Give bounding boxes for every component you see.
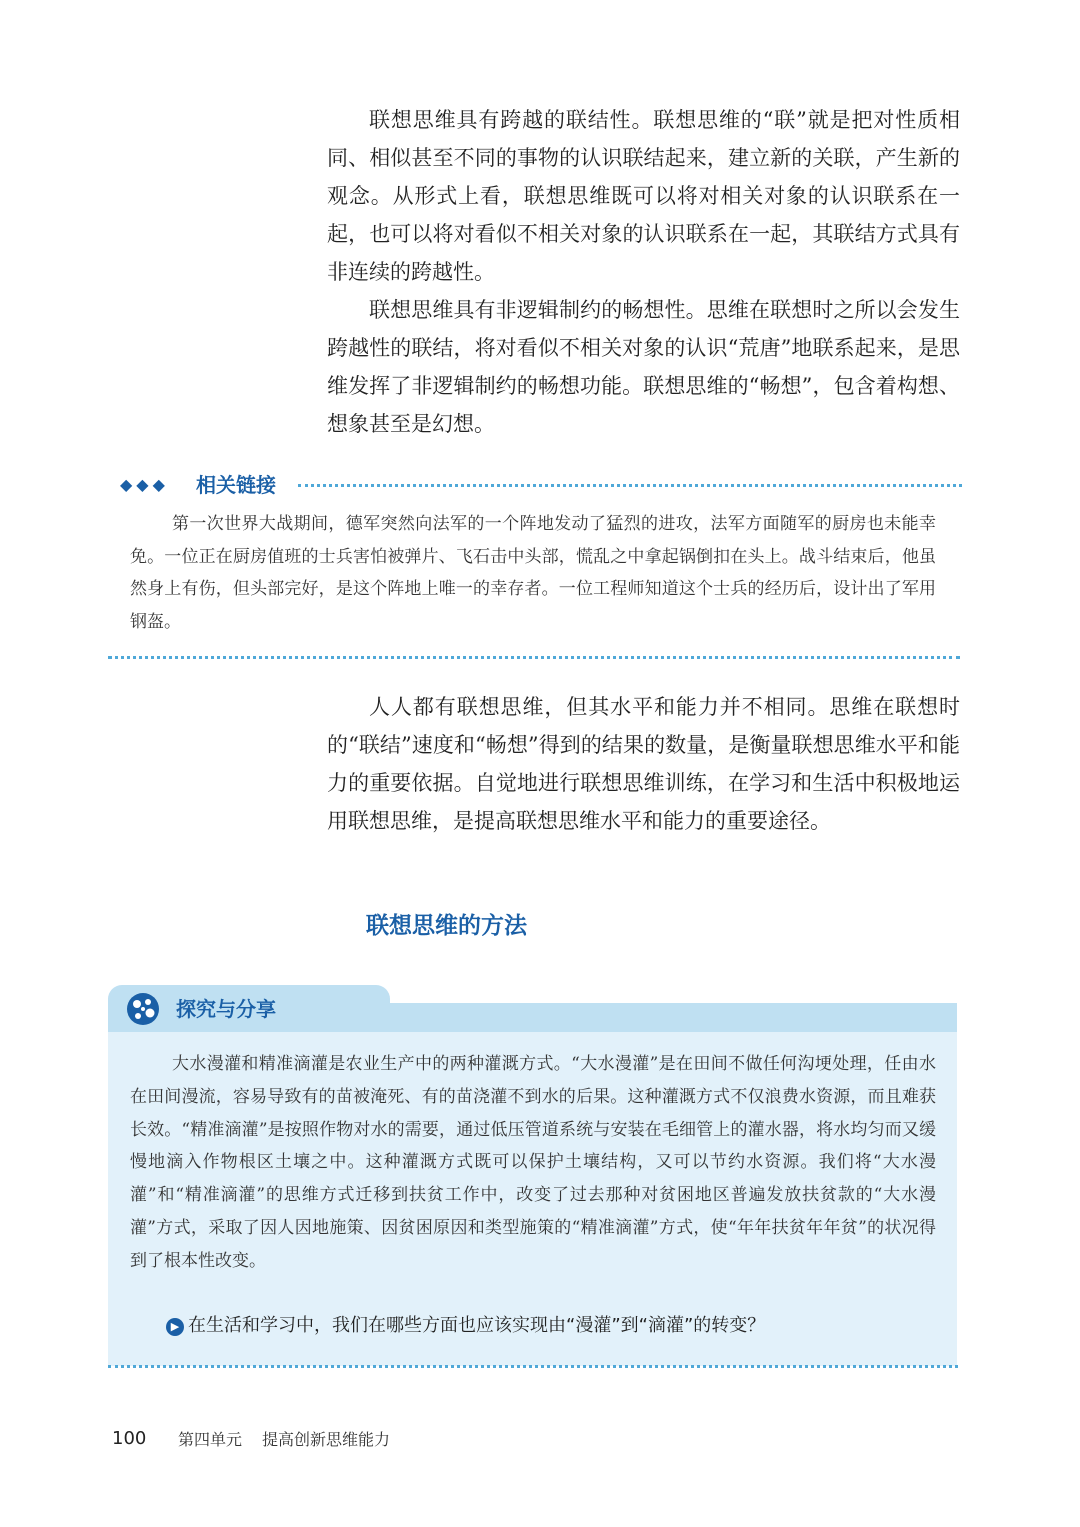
paragraph-associative-ability: 人人都有联想思维，但其水平和能力并不相同。思维在联想时的“联结”速度和“畅想”得到的结果的数量，是衡量联想思维水平和能力的重要依据。自觉地进行联想思维训练，在学习和生活中积极地运用联想思维，是提高联想思维水平和能力的重要途径。 xyxy=(327,695,960,833)
explore-icon xyxy=(125,991,161,1027)
page-number: 100 xyxy=(112,1428,147,1449)
explore-body: 大水漫灌和精准滴灌是农业生产中的两种灌溉方式。“大水漫灌”是在田间不做任何沟埂处理，任由水在田间漫流，容易导致有的苗被淹死、有的苗浇灌不到水的后果。这种灌溉方式不仅浪费水资源，而且难获长效。“精准滴灌”是按照作物对水的需要，通过低压管道系统与安装在毛细管上的灌水器，将水均匀而又缓慢地滴入作物根区土壤之中。这种灌溉方式既可以保护土壤结构，又可以节约水资源。我们将“大水漫灌”和“精准滴灌”的思维方式迁移到扶贫工作中，改变了过去那种对贫困地区普遍发放扶贫款的“大水漫灌”方式，采取了因人因地施策、因贫困原因和类型施策的“精准滴灌”方式，使“年年扶贫年年贫”的状况得到了根本性改变。 xyxy=(130,1054,936,1271)
dotted-divider xyxy=(298,484,962,487)
diamond-icons: ◆◆◆ xyxy=(120,475,169,494)
dotted-divider xyxy=(108,1365,958,1368)
explore-question-text: 在生活和学习中，我们在哪些方面也应该实现由“漫灌”到“滴灌”的转变？ xyxy=(188,1315,766,1336)
section-title: 联想思维的方法 xyxy=(366,912,527,939)
dotted-divider xyxy=(108,656,960,659)
related-links-header xyxy=(120,470,962,502)
explore-title: 探究与分享 xyxy=(176,997,276,1021)
arrow-right-icon: ▶ xyxy=(166,1318,184,1336)
paragraph-associative-imagination: 联想思维具有非逻辑制约的畅想性。思维在联想时之所以会发生跨越性的联结，将对看似不相关对象的认识“荒唐”地联系起来，是思维发挥了非逻辑制约的畅想功能。联想思维的“畅想”，包含着构想、想象甚至是幻想。 xyxy=(327,298,960,436)
footer-chapter: 提高创新思维能力 xyxy=(262,1430,391,1449)
related-links-body: 第一次世界大战期间，德军突然向法军的一个阵地发动了猛烈的进攻，法军方面随军的厨房也未能幸免。一位正在厨房值班的士兵害怕被弹片、飞石击中头部，慌乱之中拿起锅倒扣在头上。战斗结束后，他虽然身上有伤，但头部完好，是这个阵地上唯一的幸存者。一位工程师知道这个士兵的经历后，设计出了军用钢盔。 xyxy=(130,514,936,632)
explore-question xyxy=(166,1311,926,1341)
paragraph-associative-crossing: 联想思维具有跨越的联结性。联想思维的“联”就是把对性质相同、相似甚至不同的事物的认识联结起来，建立新的关联，产生新的观念。从形式上看，联想思维既可以将对相关对象的认识联系在一起，也可以将对看似不相关对象的认识联系在一起，其联结方式具有非连续的跨越性。 xyxy=(327,108,960,284)
footer-unit: 第四单元 xyxy=(178,1430,243,1449)
related-links-title: 相关链接 xyxy=(196,473,276,497)
